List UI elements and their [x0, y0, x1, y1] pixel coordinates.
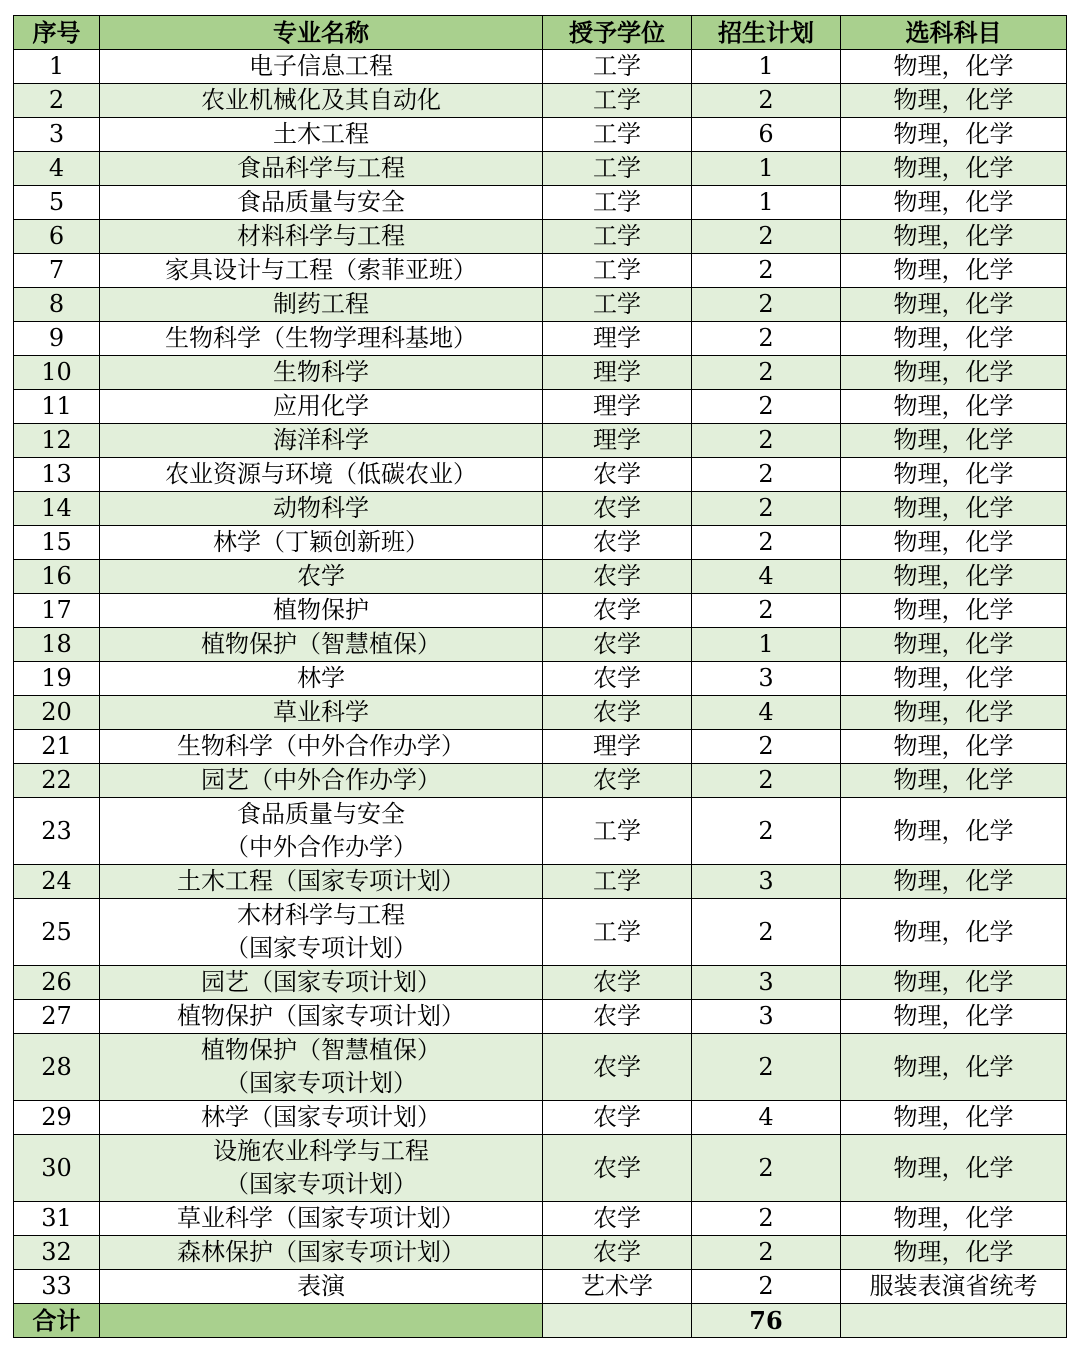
- cell-no: 8: [14, 288, 100, 322]
- cell-degree: 农学: [543, 458, 692, 492]
- cell-name: [100, 594, 543, 628]
- cell-plan: 2: [692, 1270, 841, 1304]
- major-name-line: 制药工程: [273, 290, 369, 318]
- major-name-line: 生物科学（生物学理科基地）: [165, 324, 477, 352]
- cell-no: 10: [14, 356, 100, 390]
- cell-degree: 农学: [543, 764, 692, 798]
- table-row: [14, 1101, 1067, 1135]
- cell-plan: 2: [692, 424, 841, 458]
- cell-subjects: 物理，化学: [841, 390, 1067, 424]
- cell-subjects: 物理，化学: [841, 526, 1067, 560]
- cell-degree: 农学: [543, 594, 692, 628]
- cell-degree: 农学: [543, 1202, 692, 1236]
- cell-no: 28: [14, 1034, 100, 1101]
- cell-subjects: 物理，化学: [841, 662, 1067, 696]
- cell-no: 21: [14, 730, 100, 764]
- cell-subjects: 物理，化学: [841, 152, 1067, 186]
- cell-degree: 农学: [543, 966, 692, 1000]
- cell-plan: 2: [692, 1135, 841, 1202]
- cell-subjects: 物理，化学: [841, 1000, 1067, 1034]
- major-name-line-2: （国家专项计划）: [225, 1069, 417, 1097]
- cell-name: [100, 526, 543, 560]
- cell-subjects: 物理，化学: [841, 1101, 1067, 1135]
- major-name-line: 植物保护: [273, 596, 369, 624]
- cell-degree: 农学: [543, 1135, 692, 1202]
- cell-no: 5: [14, 186, 100, 220]
- table-row: [14, 730, 1067, 764]
- table-row: [14, 1202, 1067, 1236]
- cell-no: 32: [14, 1236, 100, 1270]
- cell-subjects: 物理，化学: [841, 1034, 1067, 1101]
- cell-subjects: 物理，化学: [841, 186, 1067, 220]
- cell-name: [100, 1000, 543, 1034]
- major-name-line-2: （国家专项计划）: [225, 934, 417, 962]
- cell-name: [100, 50, 543, 84]
- cell-plan: 4: [692, 696, 841, 730]
- major-name-line: 植物保护（智慧植保）: [201, 1036, 441, 1064]
- cell-degree: 理学: [543, 390, 692, 424]
- cell-no: 19: [14, 662, 100, 696]
- cell-plan: 2: [692, 730, 841, 764]
- table-row: [14, 696, 1067, 730]
- table-row: [14, 288, 1067, 322]
- cell-no: 14: [14, 492, 100, 526]
- total-plan: 76: [692, 1304, 841, 1338]
- cell-name: [100, 696, 543, 730]
- major-name-line: 农业机械化及其自动化: [201, 86, 441, 114]
- cell-degree: 工学: [543, 288, 692, 322]
- cell-degree: 理学: [543, 730, 692, 764]
- cell-degree: 理学: [543, 356, 692, 390]
- cell-degree: 农学: [543, 696, 692, 730]
- major-name-line: 土木工程: [273, 120, 369, 148]
- cell-name: [100, 390, 543, 424]
- cell-name: [100, 966, 543, 1000]
- table-row: [14, 526, 1067, 560]
- cell-subjects: 物理，化学: [841, 594, 1067, 628]
- cell-plan: 1: [692, 628, 841, 662]
- table-row: [14, 118, 1067, 152]
- cell-degree: 农学: [543, 1101, 692, 1135]
- cell-plan: 2: [692, 1034, 841, 1101]
- table-row: [14, 84, 1067, 118]
- cell-name: [100, 220, 543, 254]
- cell-subjects: 物理，化学: [841, 1202, 1067, 1236]
- major-name-line: 林学: [297, 664, 345, 692]
- cell-plan: 2: [692, 254, 841, 288]
- cell-subjects: 物理，化学: [841, 560, 1067, 594]
- cell-name: [100, 424, 543, 458]
- table-row: [14, 1270, 1067, 1304]
- cell-name: [100, 84, 543, 118]
- cell-name: [100, 458, 543, 492]
- major-name-line: 草业科学: [273, 698, 369, 726]
- table-row: [14, 899, 1067, 966]
- cell-plan: 2: [692, 1202, 841, 1236]
- cell-no: 25: [14, 899, 100, 966]
- cell-plan: 1: [692, 186, 841, 220]
- major-name-line: 生物科学: [273, 358, 369, 386]
- major-name-line: 土木工程（国家专项计划）: [177, 867, 465, 895]
- major-name-line: 草业科学（国家专项计划）: [177, 1204, 465, 1232]
- cell-name: [100, 798, 543, 865]
- cell-name: [100, 492, 543, 526]
- cell-no: 31: [14, 1202, 100, 1236]
- major-name-line: 植物保护（智慧植保）: [201, 630, 441, 658]
- major-name-line-2: （中外合作办学）: [225, 833, 417, 861]
- cell-name: [100, 628, 543, 662]
- cell-plan: 2: [692, 594, 841, 628]
- table-row: [14, 1236, 1067, 1270]
- cell-degree: 理学: [543, 322, 692, 356]
- table-row: [14, 424, 1067, 458]
- cell-no: 30: [14, 1135, 100, 1202]
- cell-name: [100, 865, 543, 899]
- cell-subjects: 物理，化学: [841, 966, 1067, 1000]
- cell-plan: 2: [692, 288, 841, 322]
- cell-plan: 2: [692, 899, 841, 966]
- cell-degree: 艺术学: [543, 1270, 692, 1304]
- table-row: [14, 798, 1067, 865]
- cell-plan: 3: [692, 865, 841, 899]
- cell-name: [100, 1270, 543, 1304]
- major-name-line: 园艺（国家专项计划）: [201, 968, 441, 996]
- table-row: [14, 1135, 1067, 1202]
- header-name: 专业名称: [100, 16, 543, 50]
- table-body: [14, 50, 1067, 1304]
- cell-no: 15: [14, 526, 100, 560]
- cell-no: 17: [14, 594, 100, 628]
- cell-subjects: 物理，化学: [841, 628, 1067, 662]
- major-name-line: 应用化学: [273, 392, 369, 420]
- cell-name: [100, 560, 543, 594]
- cell-no: 29: [14, 1101, 100, 1135]
- cell-degree: 工学: [543, 118, 692, 152]
- cell-degree: 农学: [543, 1034, 692, 1101]
- cell-no: 4: [14, 152, 100, 186]
- cell-name: [100, 1034, 543, 1101]
- major-name-line: 园艺（中外合作办学）: [201, 766, 441, 794]
- header-degree: 授予学位: [543, 16, 692, 50]
- cell-plan: 2: [692, 220, 841, 254]
- cell-subjects: 物理，化学: [841, 899, 1067, 966]
- total-label: 合计: [14, 1304, 100, 1338]
- cell-subjects: 物理，化学: [841, 696, 1067, 730]
- cell-subjects: 物理，化学: [841, 1135, 1067, 1202]
- cell-subjects: 物理，化学: [841, 254, 1067, 288]
- cell-subjects: 物理，化学: [841, 1236, 1067, 1270]
- major-name-line: 生物科学（中外合作办学）: [177, 732, 465, 760]
- total-row: [14, 1304, 1067, 1338]
- cell-subjects: 物理，化学: [841, 322, 1067, 356]
- cell-name: [100, 118, 543, 152]
- cell-no: 18: [14, 628, 100, 662]
- table-row: [14, 966, 1067, 1000]
- cell-no: 23: [14, 798, 100, 865]
- table-row: [14, 356, 1067, 390]
- major-name-line: 海洋科学: [273, 426, 369, 454]
- table-row: [14, 865, 1067, 899]
- cell-subjects: 物理，化学: [841, 764, 1067, 798]
- cell-no: 27: [14, 1000, 100, 1034]
- cell-plan: 2: [692, 764, 841, 798]
- cell-name: [100, 322, 543, 356]
- table-row: [14, 662, 1067, 696]
- cell-name: [100, 899, 543, 966]
- cell-plan: 2: [692, 390, 841, 424]
- cell-no: 6: [14, 220, 100, 254]
- table-row: [14, 560, 1067, 594]
- cell-name: [100, 152, 543, 186]
- table-row: [14, 764, 1067, 798]
- cell-name: [100, 730, 543, 764]
- cell-degree: 工学: [543, 50, 692, 84]
- table-row: [14, 1000, 1067, 1034]
- table-row: [14, 152, 1067, 186]
- cell-degree: 工学: [543, 798, 692, 865]
- cell-no: 33: [14, 1270, 100, 1304]
- cell-plan: 2: [692, 356, 841, 390]
- major-name-line: 表演: [297, 1272, 345, 1300]
- cell-subjects: 服装表演省统考: [841, 1270, 1067, 1304]
- cell-degree: 理学: [543, 424, 692, 458]
- major-name-line: 森林保护（国家专项计划）: [177, 1238, 465, 1266]
- cell-no: 2: [14, 84, 100, 118]
- cell-degree: 农学: [543, 492, 692, 526]
- cell-subjects: 物理，化学: [841, 865, 1067, 899]
- major-name-line: 木材科学与工程: [237, 901, 405, 929]
- table-row: [14, 492, 1067, 526]
- major-name-line: 家具设计与工程（索菲亚班）: [165, 256, 477, 284]
- cell-degree: 工学: [543, 186, 692, 220]
- cell-degree: 工学: [543, 84, 692, 118]
- cell-degree: 农学: [543, 1000, 692, 1034]
- cell-name: [100, 662, 543, 696]
- cell-name: [100, 1135, 543, 1202]
- cell-plan: 3: [692, 1000, 841, 1034]
- table-row: [14, 50, 1067, 84]
- major-name-line: 电子信息工程: [249, 52, 393, 80]
- header-plan: 招生计划: [692, 16, 841, 50]
- major-name-line: 农业资源与环境（低碳农业）: [165, 460, 477, 488]
- cell-degree: 农学: [543, 628, 692, 662]
- cell-plan: 1: [692, 50, 841, 84]
- table-row: [14, 220, 1067, 254]
- cell-no: 22: [14, 764, 100, 798]
- cell-subjects: 物理，化学: [841, 288, 1067, 322]
- cell-plan: 2: [692, 458, 841, 492]
- cell-degree: 工学: [543, 220, 692, 254]
- table-row: [14, 254, 1067, 288]
- table-row: [14, 594, 1067, 628]
- cell-plan: 3: [692, 966, 841, 1000]
- cell-name: [100, 186, 543, 220]
- cell-subjects: 物理，化学: [841, 458, 1067, 492]
- cell-subjects: 物理，化学: [841, 798, 1067, 865]
- major-name-line: 食品质量与安全: [237, 188, 405, 216]
- cell-subjects: 物理，化学: [841, 492, 1067, 526]
- cell-subjects: 物理，化学: [841, 50, 1067, 84]
- cell-plan: 4: [692, 1101, 841, 1135]
- cell-plan: 4: [692, 560, 841, 594]
- major-name-line: 农学: [297, 562, 345, 590]
- table-row: [14, 186, 1067, 220]
- cell-degree: 农学: [543, 1236, 692, 1270]
- cell-name: [100, 1202, 543, 1236]
- table-row: [14, 390, 1067, 424]
- cell-plan: 2: [692, 1236, 841, 1270]
- cell-subjects: 物理，化学: [841, 118, 1067, 152]
- major-name-line: 食品质量与安全: [237, 800, 405, 828]
- cell-subjects: 物理，化学: [841, 730, 1067, 764]
- major-name-line: 材料科学与工程: [237, 222, 405, 250]
- cell-plan: 2: [692, 526, 841, 560]
- cell-plan: 6: [692, 118, 841, 152]
- major-name-line: 食品科学与工程: [237, 154, 405, 182]
- cell-no: 12: [14, 424, 100, 458]
- cell-plan: 2: [692, 322, 841, 356]
- cell-no: 26: [14, 966, 100, 1000]
- enrollment-plan-table: [13, 15, 1067, 1338]
- cell-plan: 3: [692, 662, 841, 696]
- cell-degree: 工学: [543, 254, 692, 288]
- cell-no: 7: [14, 254, 100, 288]
- cell-no: 3: [14, 118, 100, 152]
- cell-name: [100, 764, 543, 798]
- cell-degree: 工学: [543, 899, 692, 966]
- cell-no: 1: [14, 50, 100, 84]
- cell-degree: 农学: [543, 560, 692, 594]
- table-header-row: [14, 16, 1067, 50]
- cell-plan: 2: [692, 84, 841, 118]
- cell-name: [100, 254, 543, 288]
- major-name-line-2: （国家专项计划）: [225, 1170, 417, 1198]
- cell-name: [100, 356, 543, 390]
- cell-subjects: 物理，化学: [841, 356, 1067, 390]
- header-subjects: 选科科目: [841, 16, 1067, 50]
- major-name-line: 植物保护（国家专项计划）: [177, 1002, 465, 1030]
- cell-subjects: 物理，化学: [841, 424, 1067, 458]
- cell-no: 9: [14, 322, 100, 356]
- major-name-line: 林学（丁颖创新班）: [213, 528, 429, 556]
- header-no: 序号: [14, 16, 100, 50]
- cell-plan: 2: [692, 492, 841, 526]
- cell-name: [100, 1101, 543, 1135]
- cell-no: 16: [14, 560, 100, 594]
- table-row: [14, 628, 1067, 662]
- total-empty-degree: [543, 1304, 692, 1338]
- total-empty-name: [100, 1304, 543, 1338]
- table-row: [14, 322, 1067, 356]
- cell-no: 11: [14, 390, 100, 424]
- major-name-line: 动物科学: [273, 494, 369, 522]
- total-empty-subjects: [841, 1304, 1067, 1338]
- cell-name: [100, 1236, 543, 1270]
- table-row: [14, 1034, 1067, 1101]
- cell-subjects: 物理，化学: [841, 84, 1067, 118]
- cell-no: 13: [14, 458, 100, 492]
- cell-degree: 工学: [543, 865, 692, 899]
- cell-no: 20: [14, 696, 100, 730]
- cell-plan: 1: [692, 152, 841, 186]
- cell-name: [100, 288, 543, 322]
- major-name-line: 设施农业科学与工程: [213, 1137, 429, 1165]
- cell-degree: 农学: [543, 526, 692, 560]
- major-name-line: 林学（国家专项计划）: [201, 1103, 441, 1131]
- cell-degree: 农学: [543, 662, 692, 696]
- cell-degree: 工学: [543, 152, 692, 186]
- table-row: [14, 458, 1067, 492]
- cell-plan: 2: [692, 798, 841, 865]
- cell-no: 24: [14, 865, 100, 899]
- cell-subjects: 物理，化学: [841, 220, 1067, 254]
